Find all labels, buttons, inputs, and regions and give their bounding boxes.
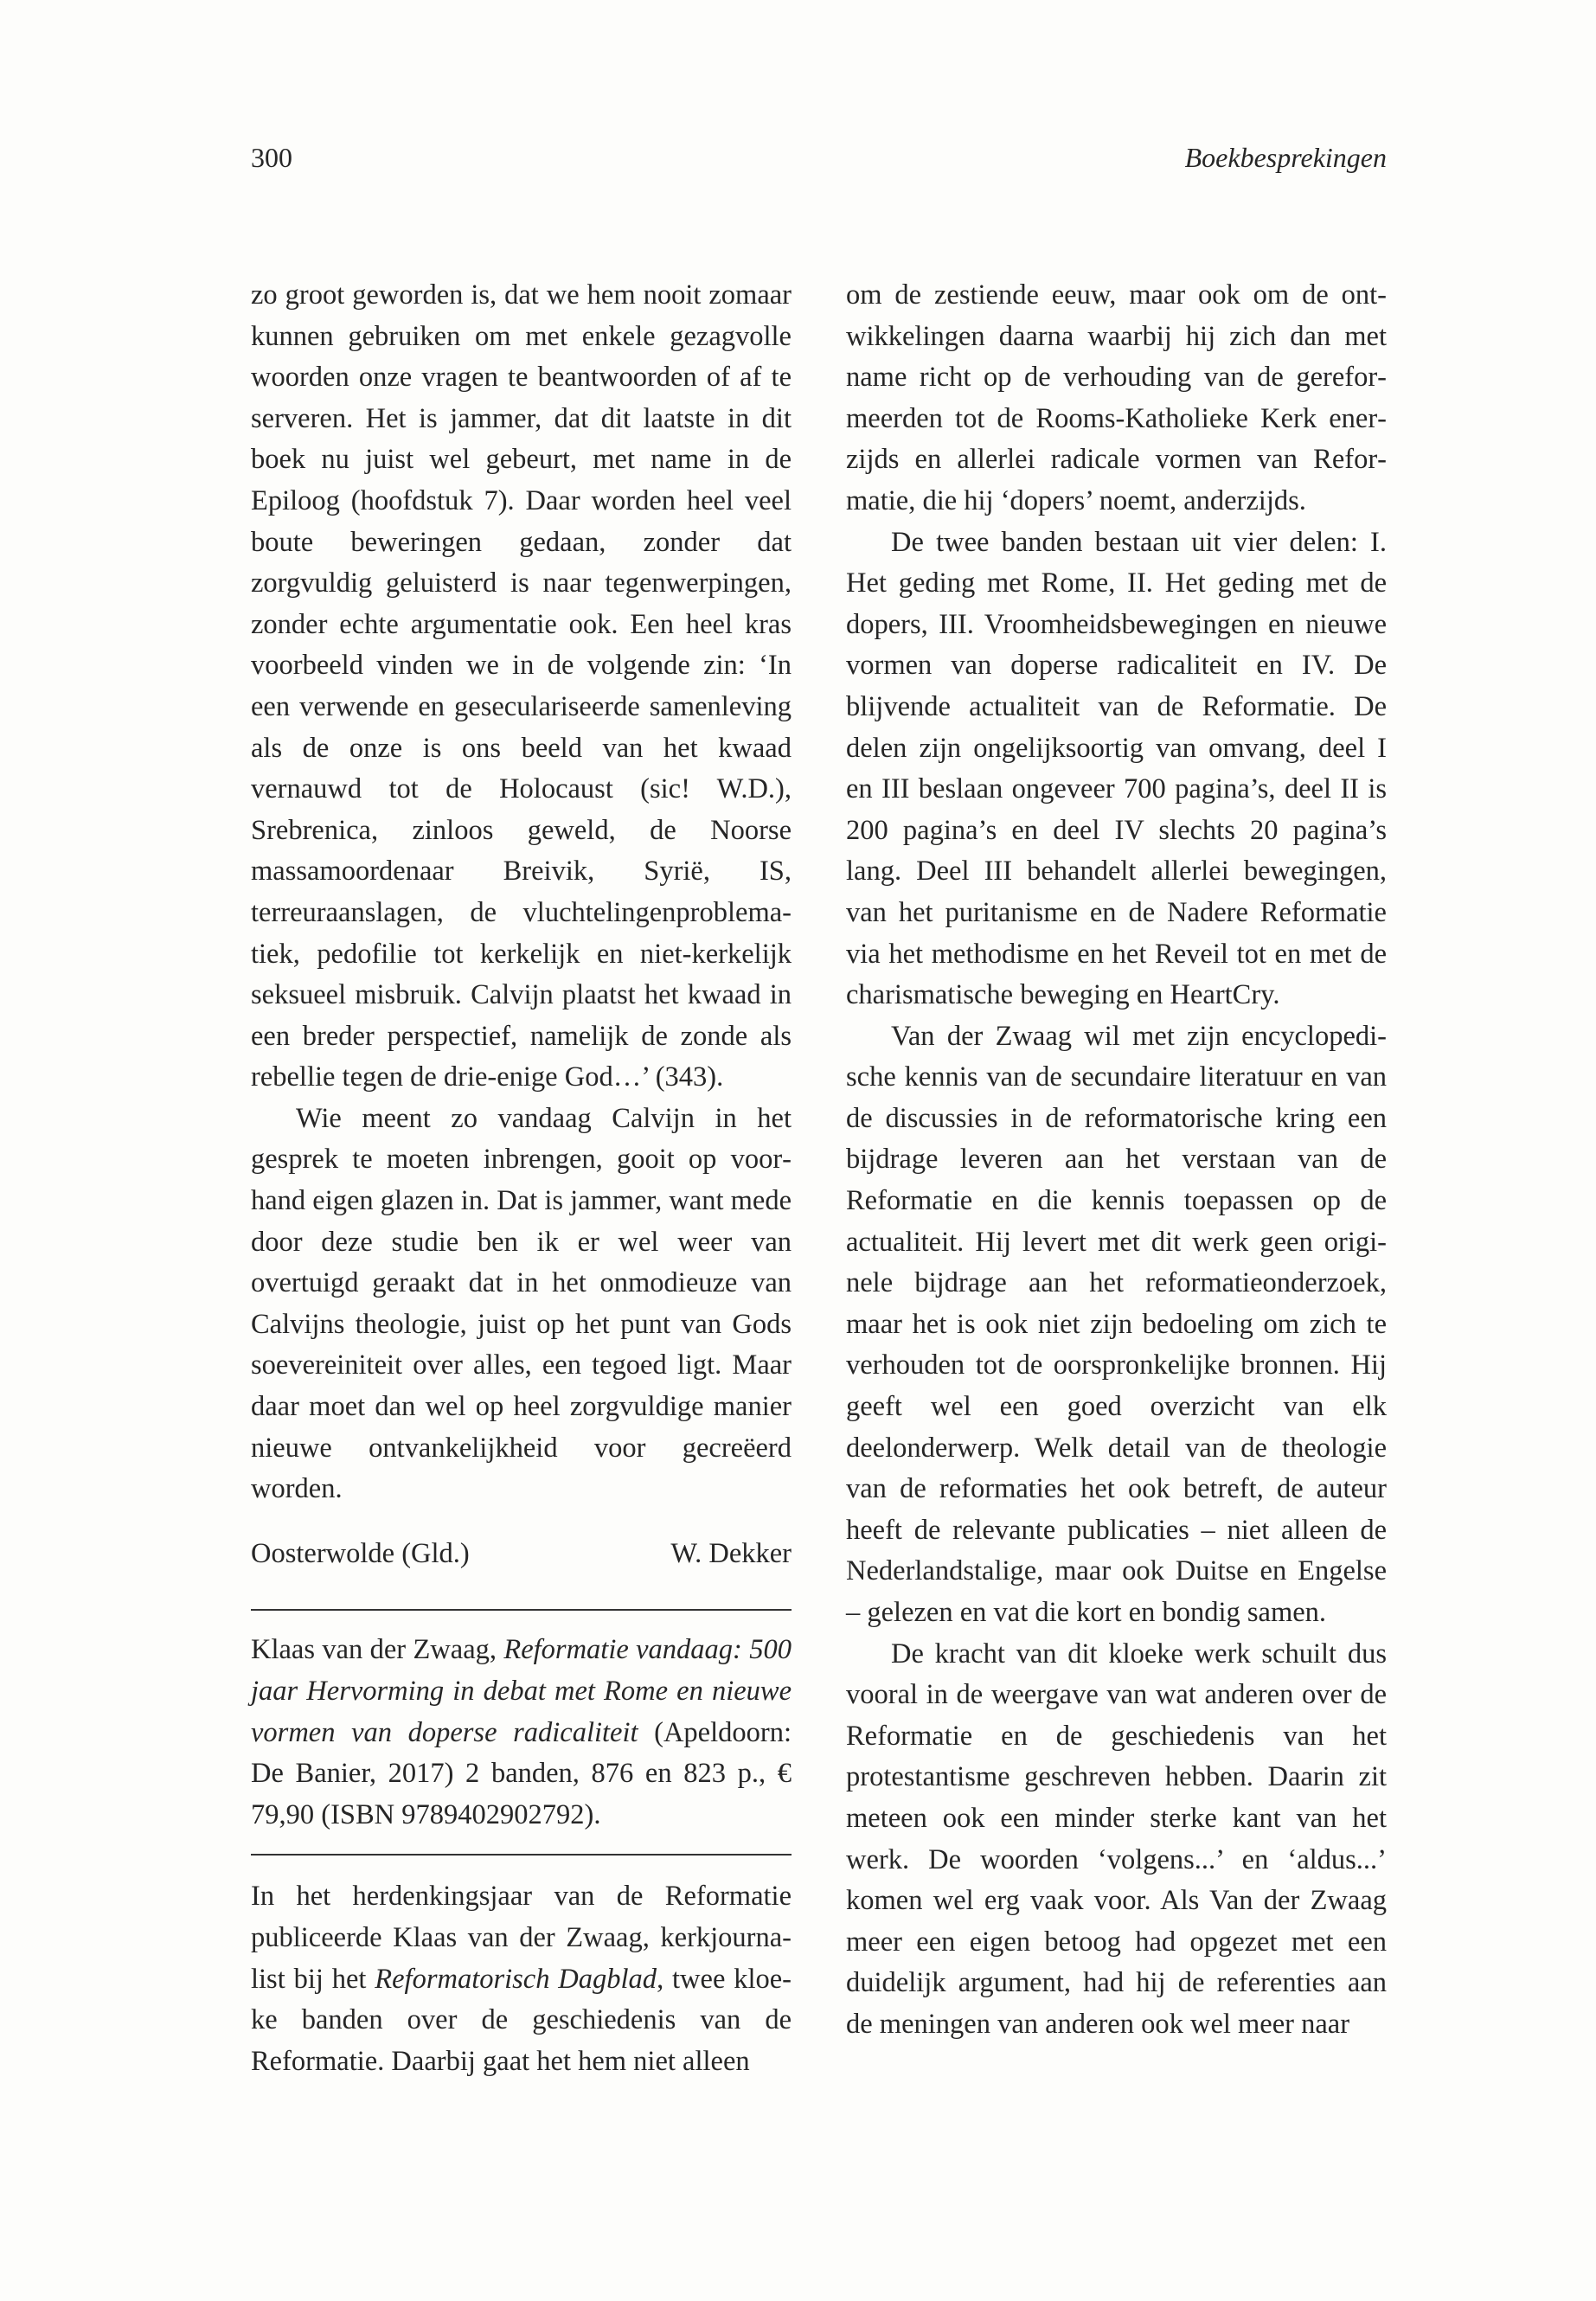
citation-author: Klaas van der Zwaag, <box>251 1634 504 1666</box>
paragraph <box>251 1876 792 2082</box>
newspaper-title: Reformatorisch Dagblad <box>375 1963 657 1995</box>
citation-title: Reformatie vandaag: 500 jaar Hervorming in debat met Rome en nieuwe vormen van doperse radicaliteit <box>251 1634 792 1748</box>
right-column <box>846 275 1387 2046</box>
signature-author: W. Dekker <box>670 1537 792 1569</box>
text-run: In het herdenkingsjaar van de Reformatie publiceerde Klaas van der Zwaag, kerkjournalist bij het <box>251 1881 792 1995</box>
page-number: 300 <box>251 142 292 173</box>
review-signature <box>251 1534 792 1575</box>
paragraph: De twee banden bestaan uit vier delen: I. Het geding met Rome, II. Het geding met de dopers, III. Vroomheidsbewegingen en nieuwe vormen van doperse radicaliteit en IV. De blijvende actualiteit van de Reformatie. De delen zijn ongelijksoortig van omvang, deel I en III beslaan ongeveer 700 pagina’s, deel II is 200 pagina’s en deel IV slechts 20 pagina’s lang. Deel III behandelt allerlei bewegingen, van het puritanisme en de Nadere Reformatie via het methodisme en het Reveil tot en met de charismatische beweging en HeartCry. <box>846 526 1387 1011</box>
paragraph: De kracht van dit kloeke werk schuilt dus vooral in de weergave van wat anderen over de Reformatie en de geschiedenis van het protestantisme geschreven hebben. Daarin zit meteen ook een minder sterke kant van het werk. De woorden ‘volgens...’ en ‘aldus...’ komen wel erg vaak voor. Als Van der Zwaag meer een eigen betoog had opgezet met een duidelijk argument, had hij de referenties aan de meningen van anderen ook wel meer naar <box>846 1638 1387 2040</box>
paragraph: zo groot geworden is, dat we hem nooit zomaar kunnen gebruiken om met enkele gezagvolle woorden onze vragen te beantwoorden of af te serveren. Het is jammer, dat dit laatste in dit boek nu juist wel gebeurt, met name in de Epiloog (hoofdstuk 7). Daar worden heel veel boute beweringen gedaan, zonder dat zorgvuldig geluisterd is naar tegenwerpingen, zonder echte argumentatie ook. Een heel kras voorbeeld vinden we in de volgende zin: ‘In een verwende en geseculariseerde samenleving als de onze is ons beeld van het kwaad vernauwd tot de Holocaust (sic! W.D.), Srebrenica, zinloos geweld, de Noorse massamoordenaar Breivik, Syrië, IS, terreuraanslagen, de vluchtelingenproblematiek, pedofilie tot kerkelijk en niet-kerkelijk seksueel misbruik. Calvijn plaatst het kwaad in een breder perspectief, namelijk de zonde als rebellie tegen de drie-enige God…’ (343). <box>251 279 792 1093</box>
divider <box>251 1854 792 1856</box>
paragraph: om de zestiende eeuw, maar ook om de ontwikkelingen daarna waarbij hij zich dan met name richt op de verhouding van de gereformeerden tot de Rooms-Katholieke Kerk enerzijds en allerlei radicale vormen van Reformatie, die hij ‘dopers’ noemt, anderzijds. <box>846 279 1387 516</box>
left-column <box>251 275 792 2082</box>
running-head <box>251 142 1387 185</box>
paragraph: Van der Zwaag wil met zijn encyclopedische kennis van de secundaire literatuur en van de discussies in de reformatorische kring een bijdrage leveren aan het verstaan van de Reformatie en die kennis toepassen op de actualiteit. Hij levert met dit werk geen originele bijdrage aan het reformatieonderzoek, maar het is ook niet zijn bedoeling om zich te verhouden tot de oorspronkelijke bronnen. Hij geeft wel een goed overzicht van elk deelonderwerp. Welk detail van de theologie van de reformaties het ook betreft, de auteur heeft de relevante publicaties – niet alleen de Nederlandstalige, maar ook Duitse en Engelse – gelezen en vat die kort en bondig samen. <box>846 1020 1387 1628</box>
citation-details: (Apeldoorn: De Banier, 2017) 2 banden, 876 en 823 p., € 79,90 (ISBN 9789402902792). <box>251 1716 792 1830</box>
section-title: Boekbesprekingen <box>1184 142 1387 173</box>
paragraph: Wie meent zo vandaag Calvijn in het gesprek te moeten inbrengen, gooit op voorhand eigen glazen in. Dat is jammer, want mede door deze studie ben ik er wel weer van overtuigd geraakt dat in het onmodieuze van Calvijns theologie, juist op het punt van Gods soevereiniteit over alles, een tegoed ligt. Maar daar moet dan wel op heel zorgvuldige manier nieuwe ontvankelijkheid voor gecreëerd worden. <box>251 1102 792 1505</box>
text-run: , twee kloeke banden over de geschiedenis van de Reformatie. Daarbij gaat het hem niet alleen <box>251 1963 792 2077</box>
signature-place: Oosterwolde (Gld.) <box>251 1537 470 1569</box>
book-citation <box>251 1630 792 1836</box>
divider <box>251 1609 792 1611</box>
